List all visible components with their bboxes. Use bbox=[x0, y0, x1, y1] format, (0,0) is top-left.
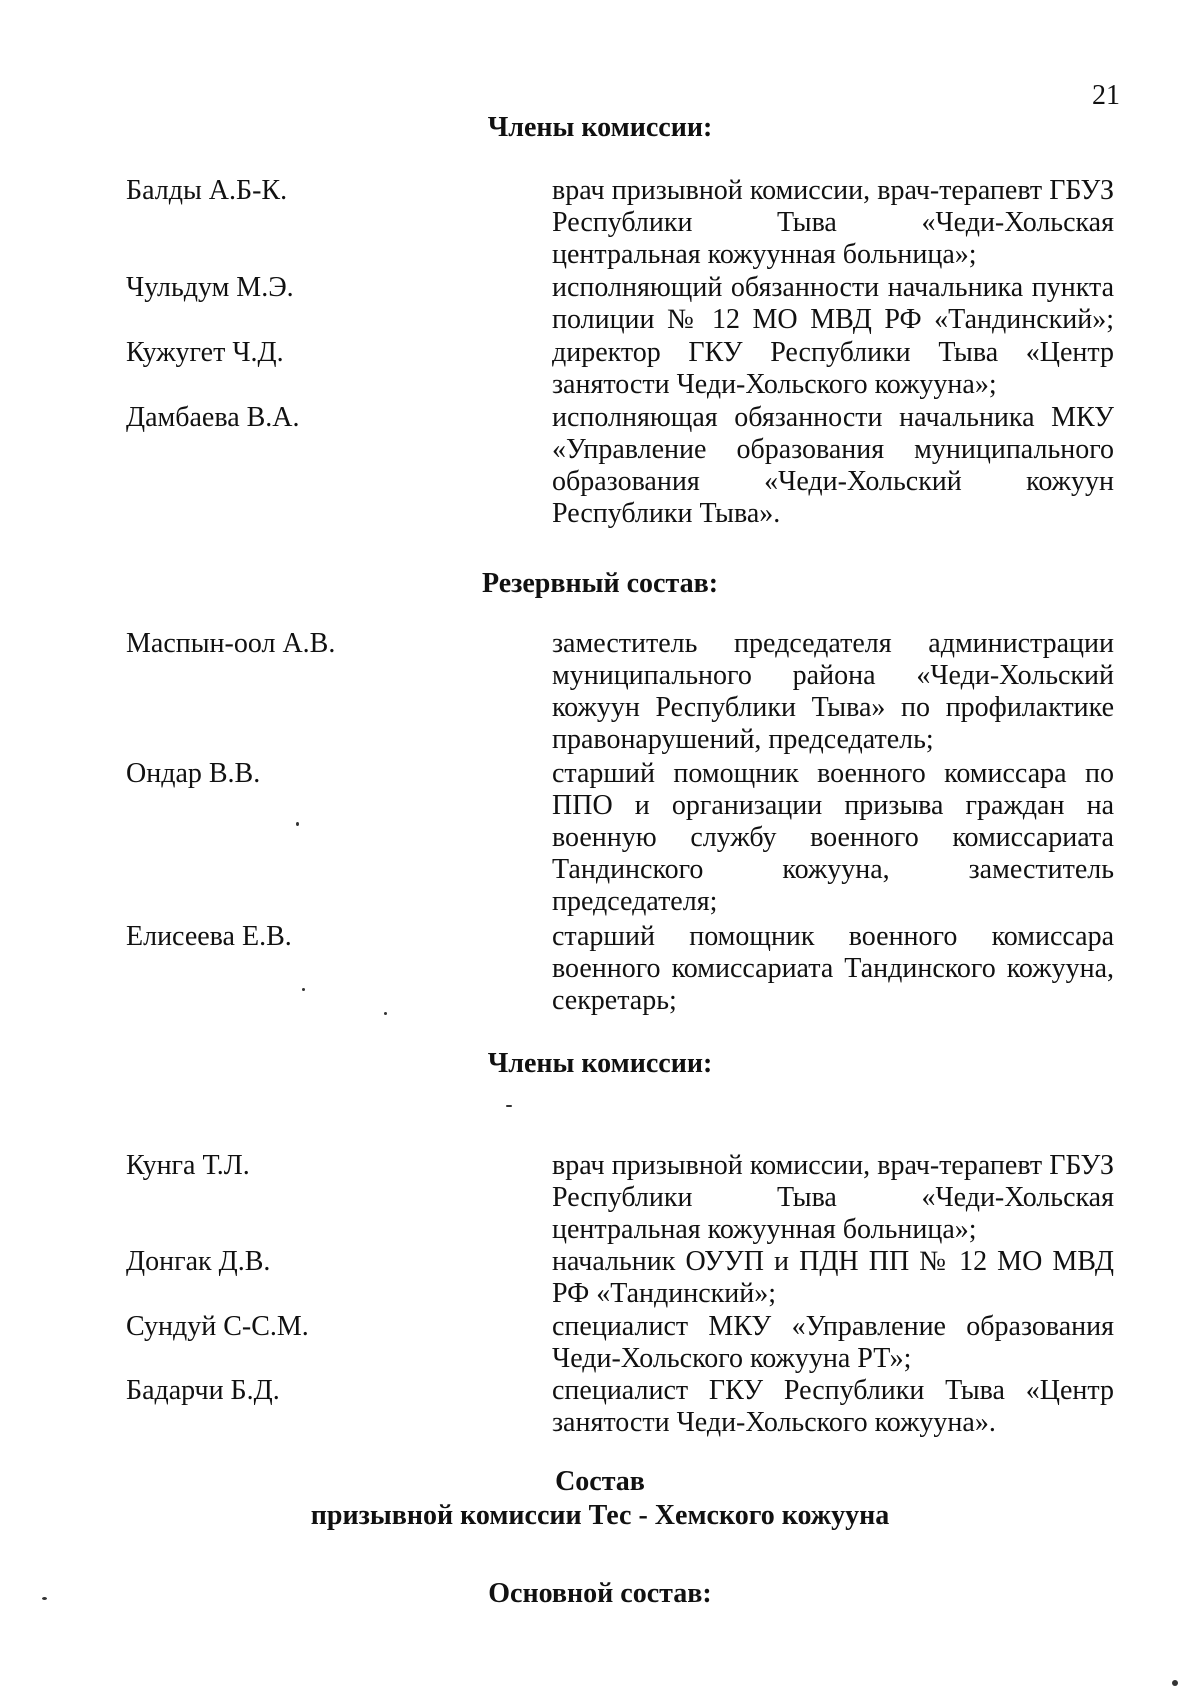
member-name: Кунга Т.Л. bbox=[126, 1150, 250, 1181]
section-heading-members: Члены комиссии: bbox=[487, 112, 713, 143]
member-role: врач призывной комиссии, врач-терапевт ГБУЗ Республики Тыва «Чеди-Хольская центральная кожуунная больница»; bbox=[552, 1150, 1114, 1245]
member-role: исполняющий обязанности начальника пункта полиции № 12 МО МВД РФ «Тандинский»; bbox=[552, 272, 1114, 335]
member-role: старший помощник военного комиссара по ППО и организации призыва граждан на военную службу военного комиссариата Тандинского кожууна, заместитель председателя; bbox=[552, 758, 1114, 917]
member-name: Дамбаева В.А. bbox=[126, 402, 300, 433]
member-name: Елисеева Е.В. bbox=[126, 921, 292, 952]
scan-speck bbox=[384, 1012, 387, 1015]
member-role: директор ГКУ Республики Тыва «Центр занятости Чеди-Хольского кожууна»; bbox=[552, 337, 1114, 400]
composition-subtitle: призывной комиссии Тес - Хемского кожууна bbox=[310, 1500, 890, 1531]
member-name: Балды А.Б-К. bbox=[126, 175, 288, 206]
section-heading-members: Члены комиссии: bbox=[487, 1048, 713, 1079]
member-name: Бадарчи Б.Д. bbox=[126, 1375, 280, 1406]
scan-speck bbox=[302, 988, 305, 991]
member-role: специалист МКУ «Управление образования Чеди-Хольского кожууна РТ»; bbox=[552, 1311, 1114, 1374]
member-role: старший помощник военного комиссара военного комиссариата Тандинского кожууна, секретарь; bbox=[552, 921, 1114, 1016]
member-name: Чульдум М.Э. bbox=[126, 272, 294, 303]
page-number: 21 bbox=[1092, 80, 1120, 111]
member-name: Ондар В.В. bbox=[126, 758, 261, 789]
section-heading-main: Основной состав: bbox=[488, 1578, 712, 1609]
section-heading-reserve: Резервный состав: bbox=[481, 568, 719, 599]
member-name: Маспын-оол А.В. bbox=[126, 628, 336, 659]
scan-speck bbox=[296, 822, 299, 826]
member-role: специалист ГКУ Республики Тыва «Центр занятости Чеди-Хольского кожууна». bbox=[552, 1375, 1114, 1438]
scan-speck bbox=[1172, 1680, 1178, 1686]
member-name: Сундуй С-С.М. bbox=[126, 1311, 309, 1342]
member-role: начальник ОУУП и ПДН ПП № 12 МО МВД РФ «Тандинский»; bbox=[552, 1246, 1114, 1309]
member-role: заместитель председателя администрации муниципального района «Чеди-Хольский кожуун Республики Тыва» по профилактике правонарушений, председатель; bbox=[552, 628, 1114, 755]
member-name: Кужугет Ч.Д. bbox=[126, 337, 284, 368]
member-role: врач призывной комиссии, врач-терапевт ГБУЗ Республики Тыва «Чеди-Хольская центральная кожуунная больница»; bbox=[552, 175, 1114, 270]
scan-speck bbox=[42, 1597, 47, 1600]
member-name: Донгак Д.В. bbox=[126, 1246, 271, 1277]
scan-speck bbox=[506, 1105, 512, 1107]
member-role: исполняющая обязанности начальника МКУ «Управление образования муниципального образования «Чеди-Хольский кожуун Республики Тыва». bbox=[552, 402, 1114, 529]
composition-title: Состав bbox=[555, 1466, 645, 1497]
